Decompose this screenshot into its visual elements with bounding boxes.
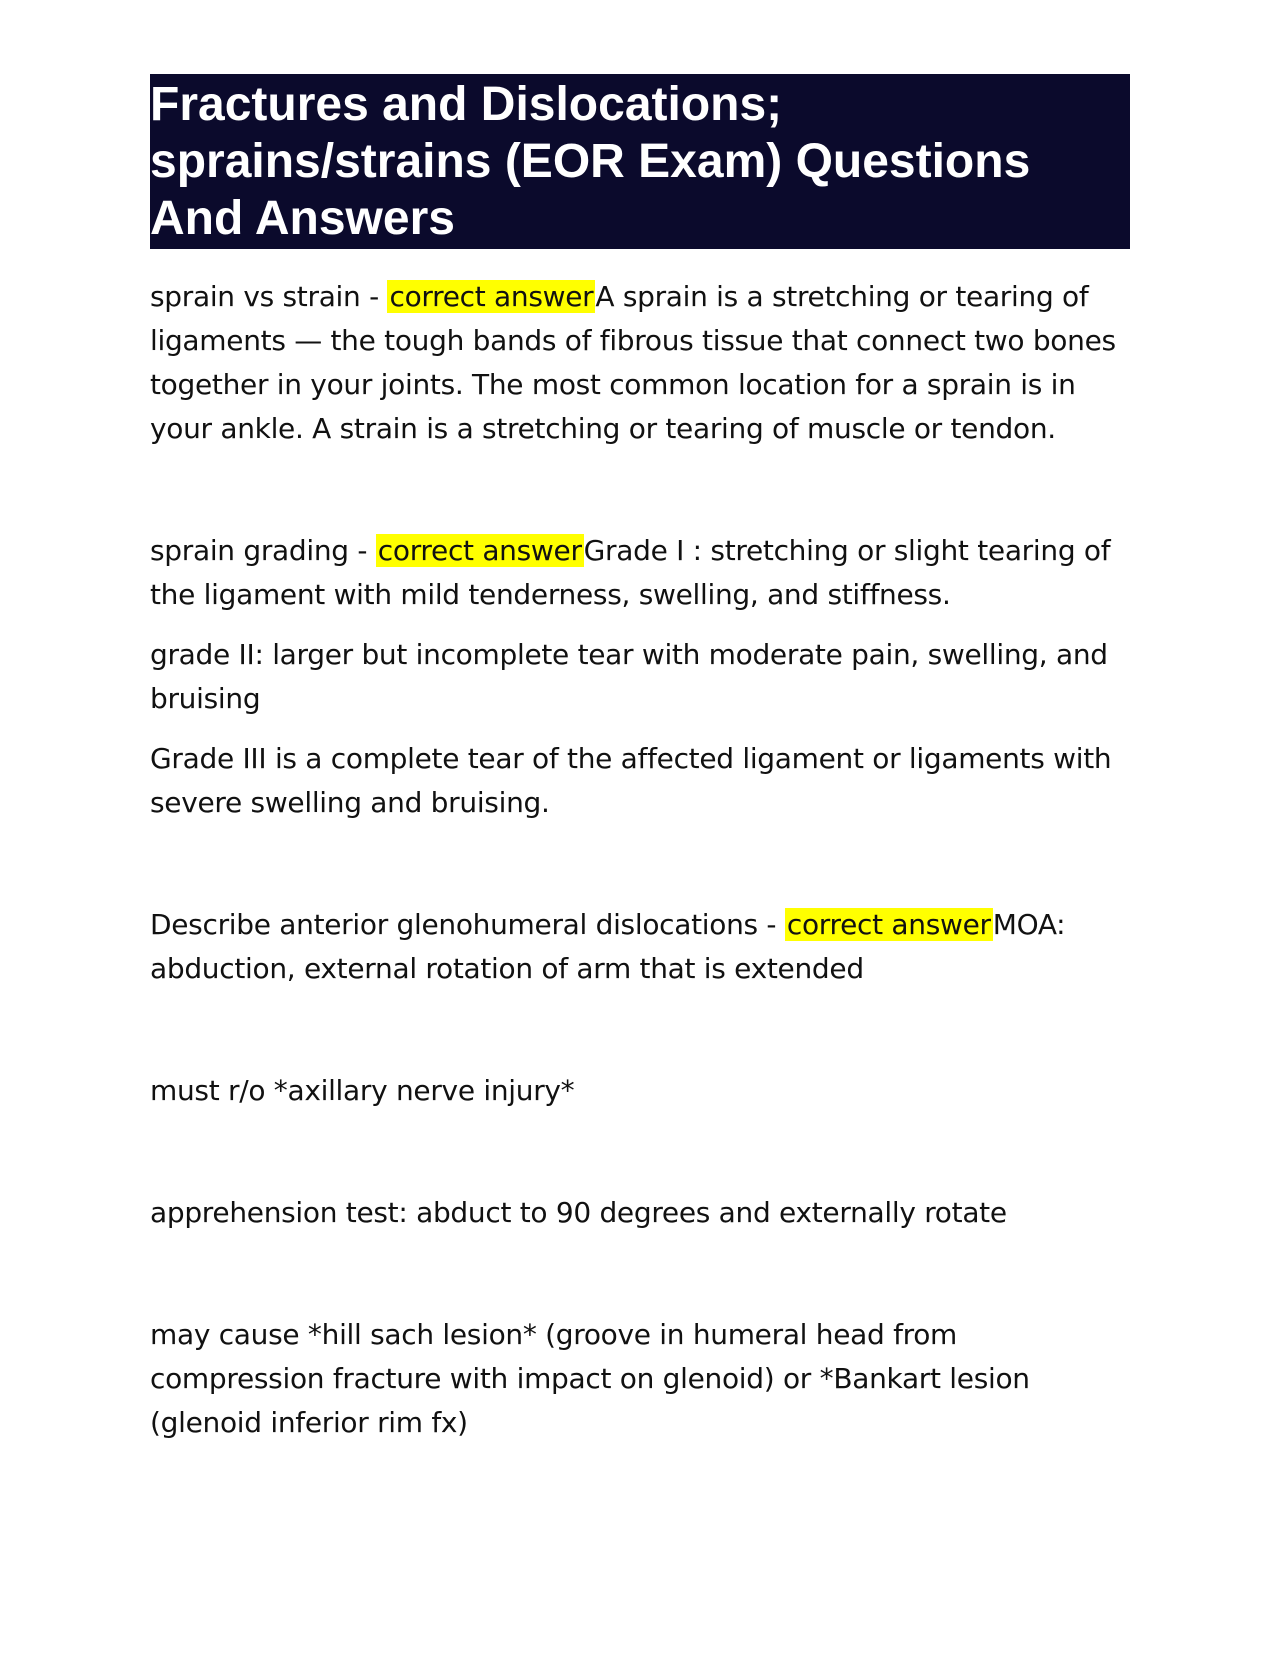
- answer-continuation: may cause *hill sach lesion* (groove in humeral head from compression fracture with impact on glenoid) or *Bankart lesion (glenoid inferior rim fx): [150, 1318, 1030, 1439]
- answer-text: Grade I : stretching or slight tearing of the ligament with mild tenderness, swelling, and stiffness.: [150, 534, 1111, 611]
- answer-continuation: Grade III is a complete tear of the affected ligament or ligaments with severe swelling and bruising.: [150, 742, 1112, 819]
- document-title: Fractures and Dislocations; sprains/strains (EOR Exam) Questions And Answers: [150, 74, 1130, 249]
- answer-continuation: grade II: larger but incomplete tear with moderate pain, swelling, and bruising: [150, 638, 1108, 715]
- qa-item-sprain-vs-strain: [150, 275, 1130, 451]
- question-text: sprain vs strain -: [150, 280, 388, 313]
- qa-item-sprain-grading: [150, 529, 1130, 617]
- document-page: [150, 74, 1130, 1445]
- question-text: Describe anterior glenohumeral dislocations -: [150, 908, 785, 941]
- answer-text: A sprain is a stretching or tearing of ligaments — the tough bands of fibrous tissue that connect two bones together in your joints. The most common location for a sprain is in your ankle. A strain is a stretching or tearing of muscle or tendon.: [150, 280, 1116, 445]
- question-text: sprain grading -: [150, 534, 376, 567]
- correct-answer-highlight: correct answer: [377, 534, 582, 567]
- correct-answer-highlight: correct answer: [389, 280, 594, 313]
- qa-item-anterior-glenohumeral: [150, 903, 1130, 991]
- answer-continuation: apprehension test: abduct to 90 degrees and externally rotate: [150, 1196, 1007, 1229]
- correct-answer-highlight: correct answer: [786, 908, 991, 941]
- answer-text: MOA: abduction, external rotation of arm that is extended: [150, 908, 1066, 985]
- answer-continuation: must r/o *axillary nerve injury*: [150, 1074, 575, 1107]
